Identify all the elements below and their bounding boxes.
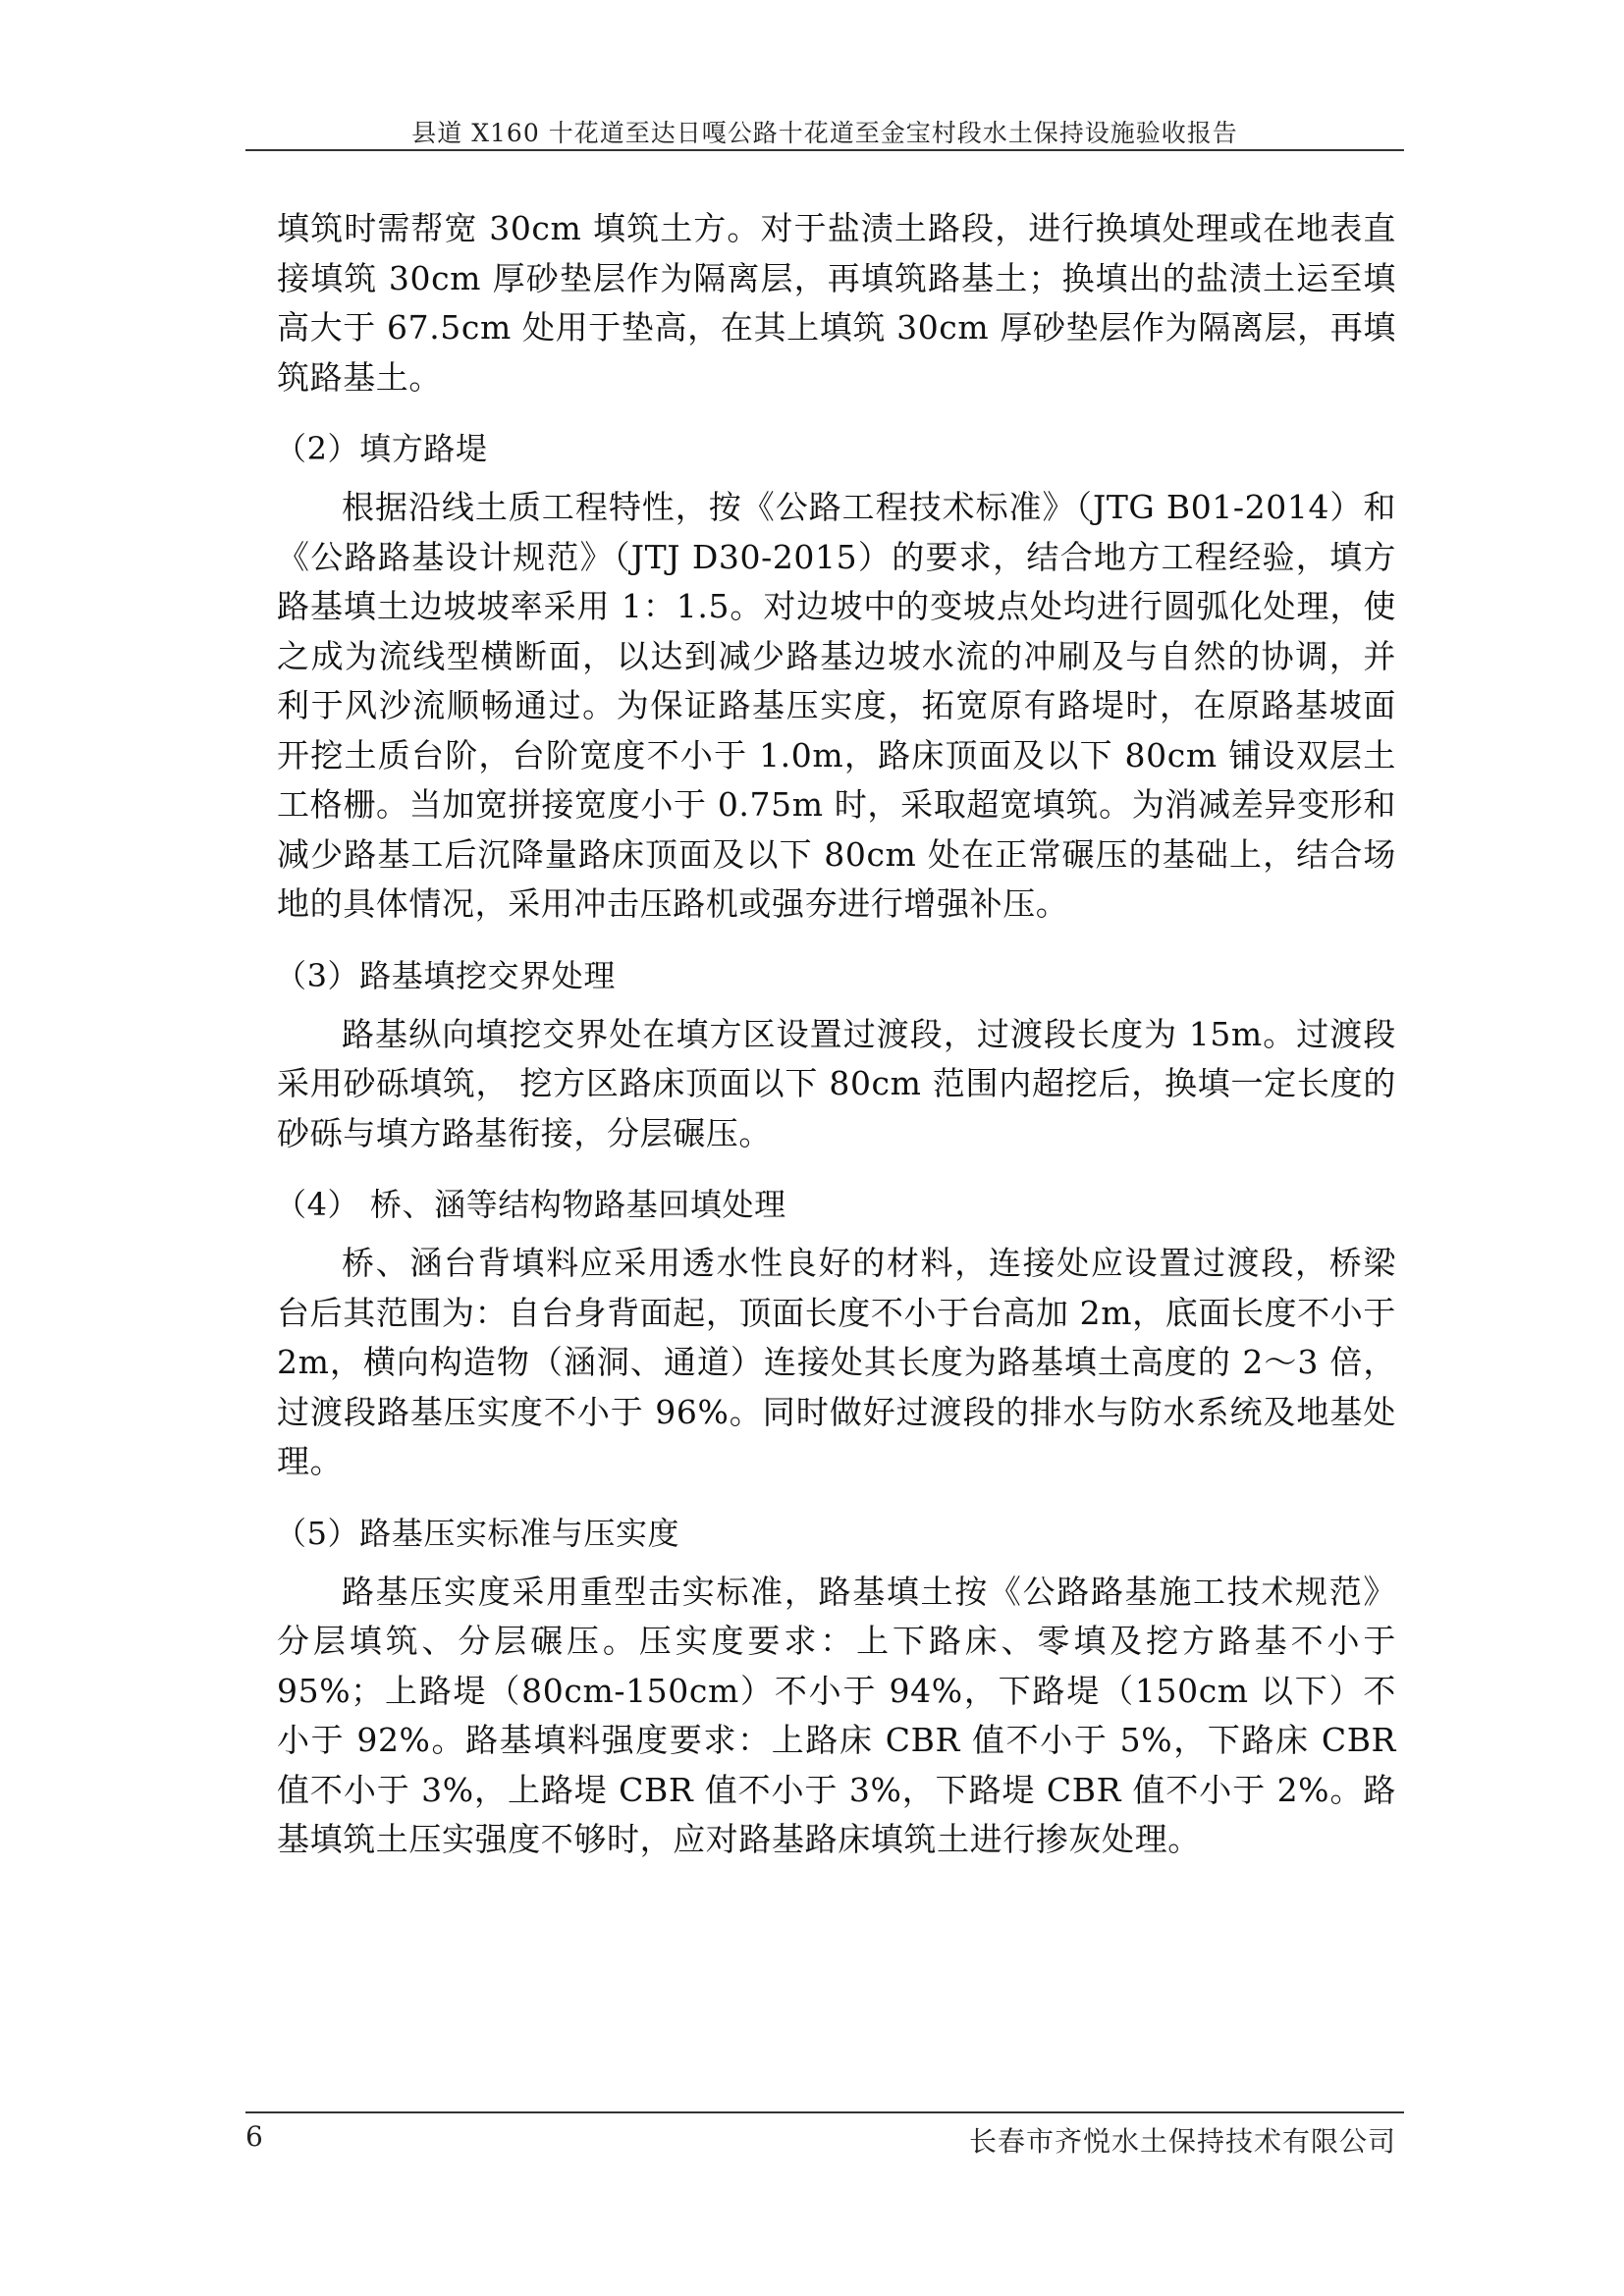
- running-header: 县道 X160 十花道至达日嘎公路十花道至金宝村段水土保持设施验收报告: [411, 119, 1238, 147]
- paragraph-fill-embankment: 根据沿线土质工程特性，按《公路工程技术标准》（JTG B01-2014）和《公路路基设计规范》（JTJ D30-2015）的要求，结合地方工程经验，填方路基填土边坡坡率采用 1：1.5。对边坡中的变坡点处均进行圆弧化处理，使之成为流线型横断面，以达到减少路基边坡水流的冲刷及与自然的协调，并利于风沙流顺畅通过。为保证路基压实度，拓宽原有路堤时，在原路基坡面开挖土质台阶，台阶宽度不小于 1.0m，路床顶面及以下 80cm 铺设双层土工格栅。当加宽拼接宽度小于 0.75m 时，采取超宽填筑。为消减差异变形和减少路基工后沉降量路床顶面及以下 80cm 处在正常碾压的基础上，结合场地的具体情况，采用冲击压路机或强夯进行增强补压。: [277, 488, 1396, 923]
- footer-divider: [245, 2111, 1404, 2113]
- body-text: [277, 204, 1396, 1887]
- paragraph-continued: 填筑时需帮宽 30cm 填筑土方。对于盐渍土路段，进行换填处理或在地表直接填筑 30cm 厚砂垫层作为隔离层，再填筑路基土；换填出的盐渍土运至填高大于 67.5cm 处用于垫高，在其上填筑 30cm 厚砂垫层作为隔离层，再填筑路基土。: [277, 209, 1396, 397]
- paragraph-bridge-culvert-backfill: 桥、涵台背填料应采用透水性良好的材料，连接处应设置过渡段，桥梁台后其范围为：自台身背面起，顶面长度不小于台高加 2m，底面长度不小于 2m，横向构造物（涵洞、通道）连接处其长度为路基填土高度的 2～3 倍，过渡段路基压实度不小于 96%。同时做好过渡段的排水与防水系统及地基处理。: [277, 1244, 1396, 1480]
- page-number: 6: [245, 2120, 263, 2153]
- header-divider: [245, 149, 1404, 151]
- paragraph-cut-fill-transition: 路基纵向填挖交界处在填方区设置过渡段，过渡段长度为 15m。过渡段采用砂砾填筑， 挖方区路床顶面以下 80cm 范围内超挖后，换填一定长度的砂砾与填方路基衔接，分层碾压。: [277, 1014, 1396, 1152]
- paragraph-compaction-standard: 路基压实度采用重型击实标准，路基填土按《公路路基施工技术规范》分层填筑、分层碾压。压实度要求：上下路床、零填及挖方路基不小于 95%；上路堤（80cm-150cm）不小于 94%，下路堤（150cm 以下）不小于 92%。路基填料强度要求：上路床 CBR 值不小于 5%，下路床 CBR 值不小于 3%，上路堤 CBR 值不小于 3%，下路堤 CBR 值不小于 2%。路基填筑土压实强度不够时，应对路基路床填筑土进行掺灰处理。: [277, 1572, 1396, 1858]
- section-heading-3: （3）路基填挖交界处理: [275, 956, 616, 994]
- section-heading-5: （5）路基压实标准与压实度: [275, 1514, 680, 1552]
- company-name: 长春市齐悦水土保持技术有限公司: [968, 2125, 1396, 2158]
- section-heading-4: （4） 桥、涵等结构物路基回填处理: [275, 1186, 786, 1223]
- section-heading-2: （2）填方路堤: [275, 430, 488, 467]
